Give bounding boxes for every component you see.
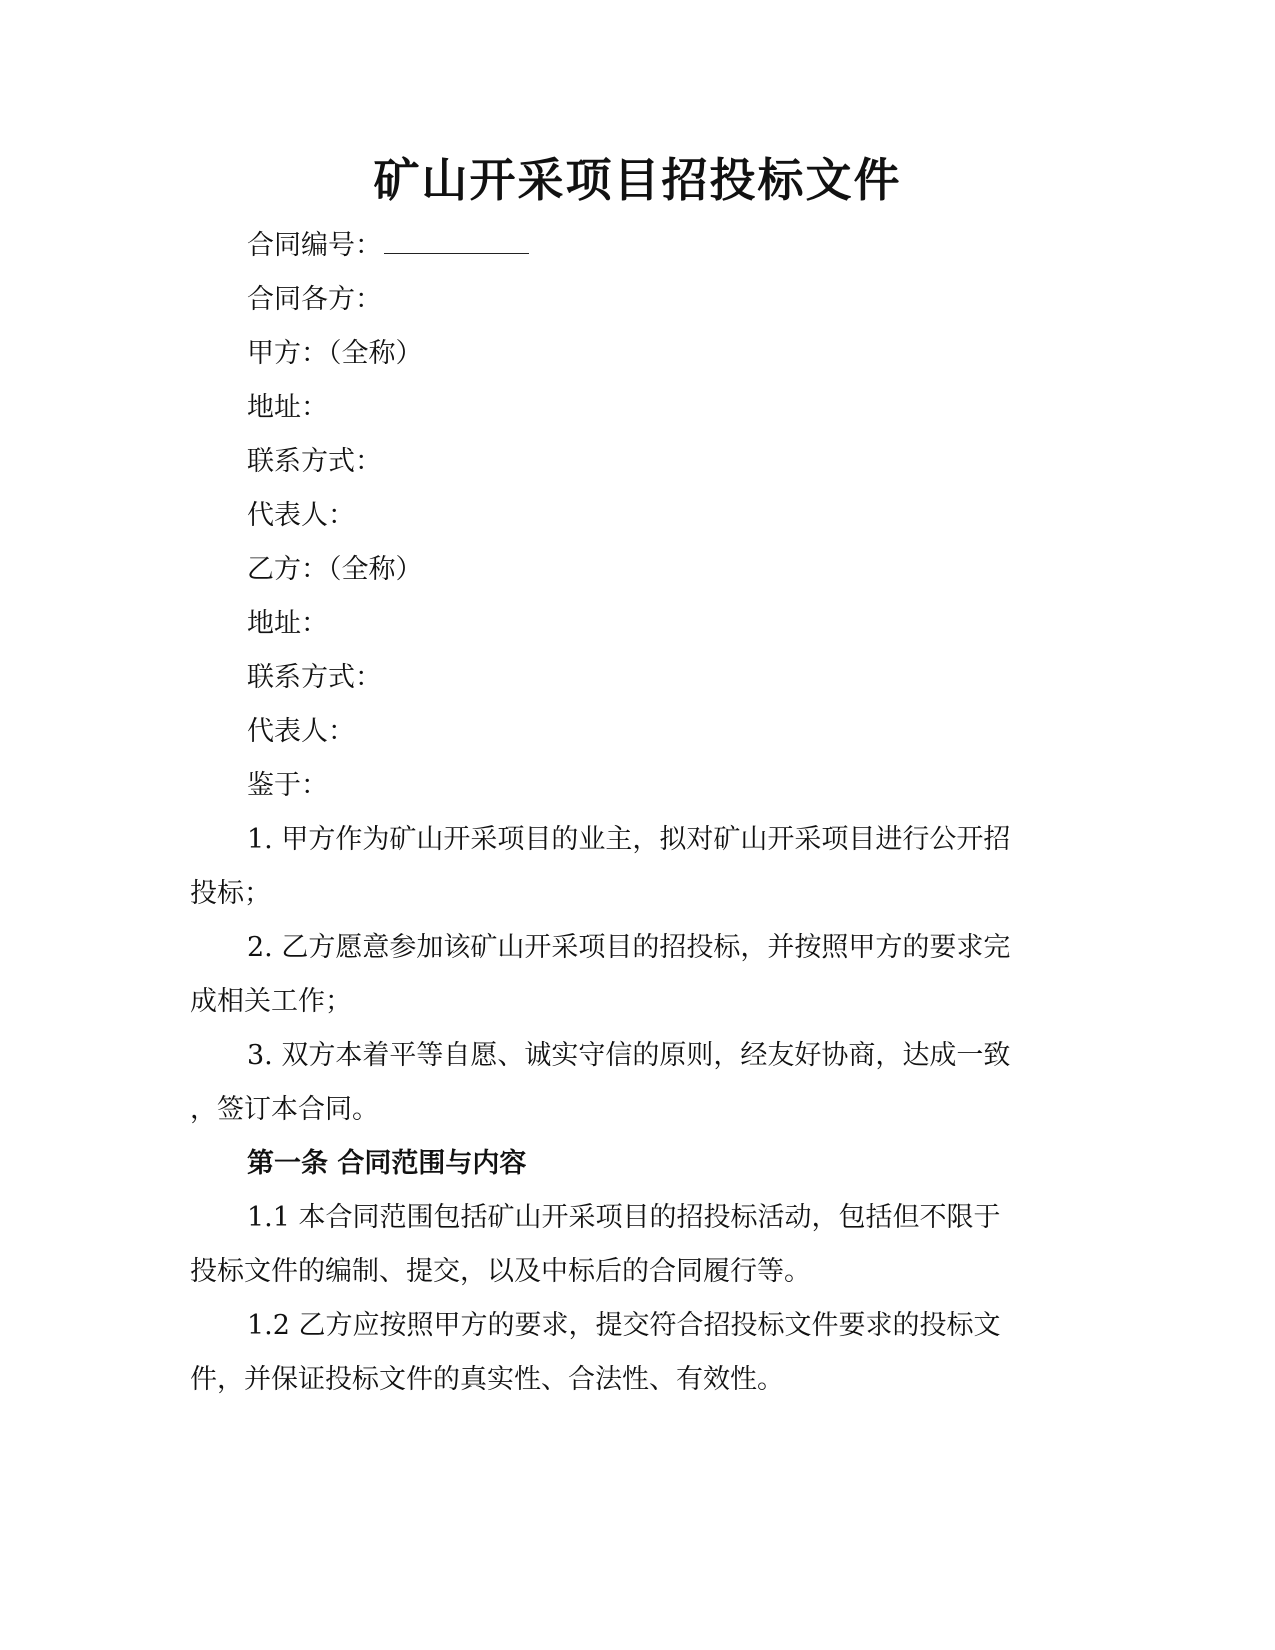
contract-number-line xyxy=(247,226,1142,266)
recital-2-line-1: 2. 乙方愿意参加该矿山开采项目的招投标，并按照甲方的要求完 xyxy=(247,932,1011,963)
recital-3-line-2: ，签订本合同。 xyxy=(190,1094,379,1125)
clause-1-2-line-1: 1.2 乙方应按照甲方的要求，提交符合招投标文件要求的投标文 xyxy=(247,1310,1001,1341)
clause-1-2-line-2: 件，并保证投标文件的真实性、合法性、有效性。 xyxy=(190,1364,784,1395)
clause-1-1-line-2: 投标文件的编制、提交，以及中标后的合同履行等。 xyxy=(190,1256,811,1287)
party-b-address-label: 地址： xyxy=(247,608,328,639)
party-b-contact-label: 联系方式： xyxy=(247,662,382,693)
contract-number-blank[interactable] xyxy=(384,231,529,254)
contract-number-label: 合同编号： xyxy=(247,230,382,261)
clause-1-1-line-1: 1.1 本合同范围包括矿山开采项目的招投标活动，包括但不限于 xyxy=(247,1202,1001,1233)
party-b-name-label: 乙方：（全称） xyxy=(247,554,423,585)
recital-1-line-2: 投标； xyxy=(190,878,271,909)
party-a-address-label: 地址： xyxy=(247,392,328,423)
document-title: 矿山开采项目招投标文件 xyxy=(373,153,902,207)
party-b-representative-label: 代表人： xyxy=(247,716,355,747)
parties-label: 合同各方： xyxy=(247,284,382,315)
party-a-representative-label: 代表人： xyxy=(247,500,355,531)
party-a-name-label: 甲方：（全称） xyxy=(247,338,423,369)
recital-2-line-2: 成相关工作； xyxy=(190,986,352,1017)
party-a-contact-label: 联系方式： xyxy=(247,446,382,477)
recital-1-line-1: 1. 甲方作为矿山开采项目的业主，拟对矿山开采项目进行公开招 xyxy=(247,824,1011,855)
whereas-label: 鉴于： xyxy=(247,770,328,801)
recital-3-line-1: 3. 双方本着平等自愿、诚实守信的原则，经友好协商，达成一致 xyxy=(247,1040,1011,1071)
article-1-heading: 第一条 合同范围与内容 xyxy=(247,1148,527,1179)
